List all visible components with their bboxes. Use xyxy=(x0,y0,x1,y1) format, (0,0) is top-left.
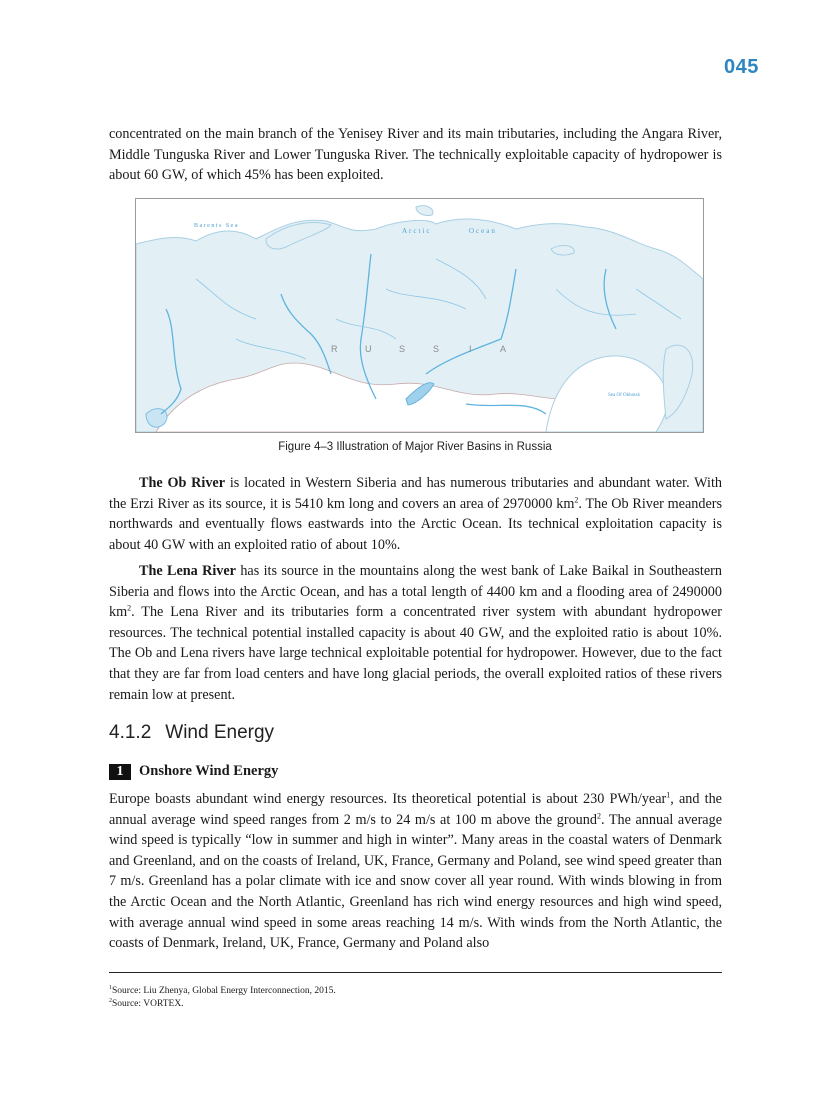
russia-river-basins-map xyxy=(135,198,704,433)
footnote-ref[interactable]: 1 xyxy=(666,790,671,800)
wind-text-3: . The annual average wind speed is typically “low in summer and high in winter”. Many areas in the coastal waters of Denmark and Greenland, and on the coasts of Ireland, UK, France, Germany and Poland, see wind speed greater than 7 m/s. Greenland has a polar climate with ice and snow cover all year round. With winds blowing in from the Arctic Ocean and the North Atlantic, Greenland has rich wind energy resources and high wind speed, with average annual wind speed in some areas reaching 14 m/s. With winds from the North Atlantic, the coasts of Denmark, Ireland, UK, France, Germany and Poland also xyxy=(109,811,722,952)
footnote xyxy=(109,998,336,1011)
wind-text-1: Europe boasts abundant wind energy resources. Its theoretical potential is about 230 PWh/year xyxy=(109,791,667,807)
subsection-badge: 1 xyxy=(109,764,131,780)
footnote-mark: 1 xyxy=(109,984,112,991)
footnote-divider xyxy=(109,972,722,973)
russia-letter: A xyxy=(500,344,507,354)
section-title: Wind Energy xyxy=(165,722,275,743)
russia-letter: S xyxy=(399,344,406,354)
superscript: 2 xyxy=(574,494,579,504)
footnote-mark: 2 xyxy=(109,997,112,1004)
footnote-ref[interactable]: 2 xyxy=(596,810,601,820)
subsection-title: Onshore Wind Energy xyxy=(139,763,279,779)
lena-river-lead: The Lena River xyxy=(139,563,236,579)
ob-river-lead: The Ob River xyxy=(139,475,226,491)
lena-text-2: . The Lena River and its tributaries form a concentrated river system with abundant hydropower resources. The technical potential installed capacity is about 40 GW, and the exploited ratio is about 10%. The Ob and Lena rivers have large technical exploitable potential for hydropower. However, due to the fact that they are far from load centers and have long glacial periods, the overall exploited ratios of these rivers remain low at present. xyxy=(109,604,722,703)
footnote-text: Source: VORTEX. xyxy=(112,999,184,1009)
lena-river-paragraph xyxy=(109,561,722,705)
figure-caption: Figure 4–3 Illustration of Major River Basins in Russia xyxy=(278,441,552,453)
ob-text-1: is located in Western Siberia and has numerous tributaries and abundant water. With the Erzi River as its source, it is 5410 km long and covers an area of 2970000 km xyxy=(109,475,722,512)
wind-paragraph xyxy=(109,789,722,954)
russia-letter: S xyxy=(433,344,440,354)
page-number: 045 xyxy=(724,56,759,78)
lena-text-1: has its source in the mountains along the west bank of Lake Baikal in Southeastern Siberia and flows into the Arctic Ocean, and has a total length of 4400 km and a flooding area of 2490000 km xyxy=(109,563,722,621)
sea-of-okhotsk-label: Sea Of Okhotsk xyxy=(608,393,640,398)
arctic-islands xyxy=(416,206,433,216)
arctic-label: Arctic xyxy=(402,227,432,235)
wind-text-2: , and the annual average wind speed ranges from 2 m/s to 24 m/s at 100 m above the ground xyxy=(109,791,722,828)
ob-river-paragraph xyxy=(109,473,722,555)
ocean-label: Ocean xyxy=(469,227,497,235)
ob-text-2: . The Ob River meanders northwards and eventually flows eastwards into the Arctic Ocean. Its technical exploitation capacity is about 40 GW with an exploited ratio of about 10%. xyxy=(109,495,722,553)
barents-sea-label: Barents Sea xyxy=(194,223,239,229)
footnote xyxy=(109,985,336,998)
section-number: 4.1.2 xyxy=(109,722,152,743)
russia-letter: I xyxy=(469,344,472,354)
footnotes xyxy=(109,985,336,1011)
footnote-text: Source: Liu Zhenya, Global Energy Interconnection, 2015. xyxy=(112,986,336,996)
superscript: 2 xyxy=(127,603,132,613)
map-illustration xyxy=(136,199,703,432)
intro-paragraph: concentrated on the main branch of the Yenisey River and its main tributaries, including the Angara River, Middle Tunguska River and Lower Tunguska River. The technically exploitable capacity of hydropower is about 60 GW, of which 45% has been exploited. xyxy=(109,126,722,184)
russia-letter: U xyxy=(365,344,372,354)
section-heading xyxy=(109,722,274,744)
russia-letter: R xyxy=(331,344,338,354)
subsection-heading xyxy=(109,763,278,780)
